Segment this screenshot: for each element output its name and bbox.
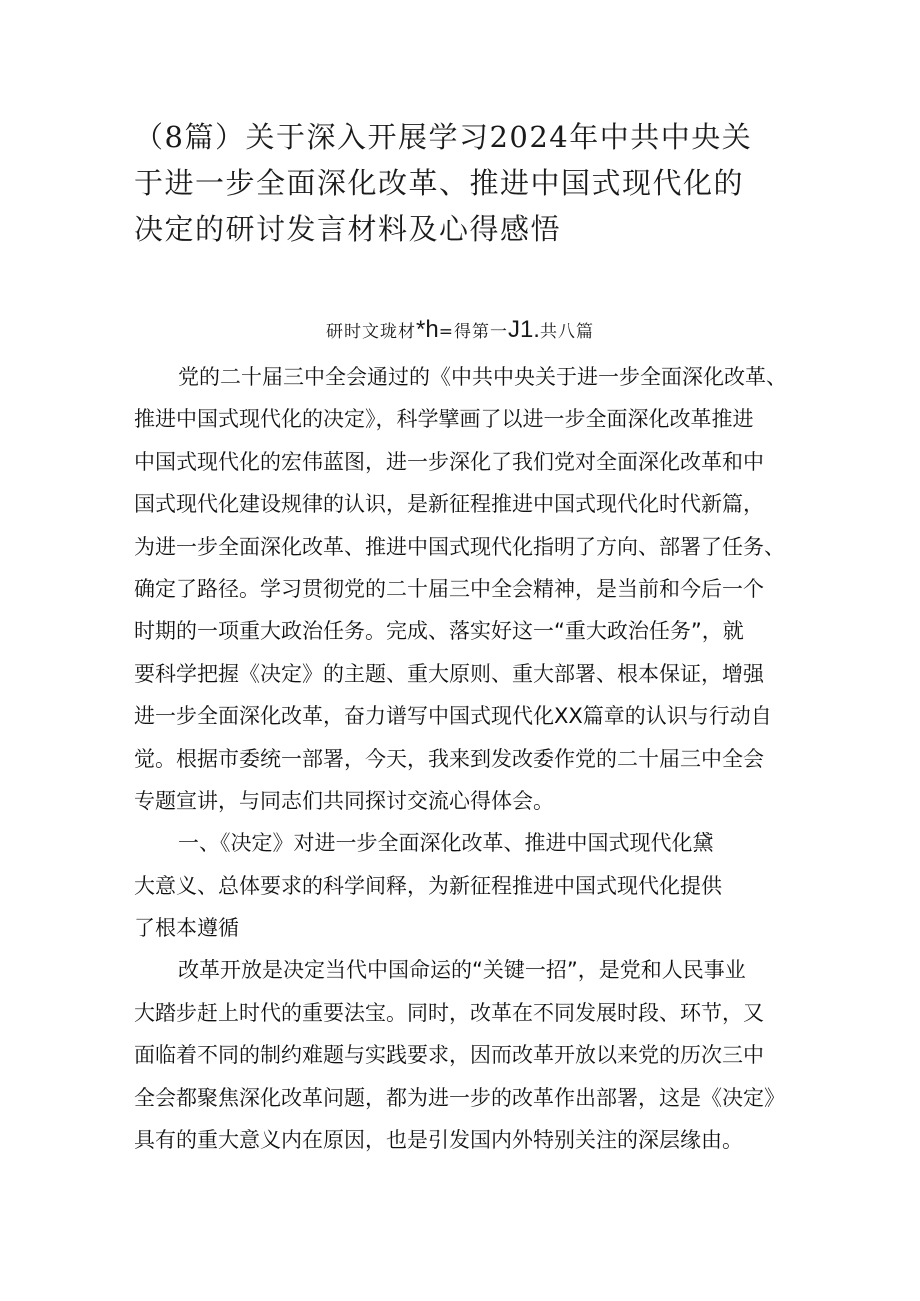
body-line: 面临着不同的制约难题与实践要求，因而改革开放以来党的历次三中 xyxy=(134,1043,764,1068)
body-line: 进一步全面深化改革，奋力谱写中国式现代化XX篇章的认识与行动自 xyxy=(134,704,772,729)
section-heading-line: 大意义、总体要求的科学间释，为新征程推进中国式现代化提供 xyxy=(134,873,722,898)
document-subtitle xyxy=(0,312,920,350)
body-line: 党的二十届三中全会通过的《中共中央关于进一步全面深化改革、 xyxy=(178,365,787,389)
body-line: 为进一步全面深化改革、推进中国式现代化指明了方向、部署了任务、 xyxy=(134,534,785,559)
body-line: 大踏步赶上时代的重要法宝。同时，改革在不同发展时段、环节，又 xyxy=(134,1000,764,1025)
section-heading-line: 一、《决定》对进一步全面深化改革、推进中国式现代化黛 xyxy=(178,831,714,856)
body-line: 时期的一项重大政治任务。完成、落实好这一“重大政治任务”，就 xyxy=(134,619,744,644)
body-line: 确定了路径。学习贯彻党的二十届三中全会精神，是当前和今后一个 xyxy=(134,576,764,601)
document-title xyxy=(134,114,834,252)
body-line: 国式现代化建设规律的认识，是新征程推进中国式现代化时代新篇， xyxy=(134,492,764,517)
body-line: 觉。根据市委统一部署，今天，我来到发改委作党的二十届三中全会 xyxy=(134,746,764,771)
body-line: 推进中国式现代化的决定》，科学擘画了以进一步全面深化改革推进 xyxy=(134,407,754,432)
section-heading-line: 了根本遵循 xyxy=(134,916,239,941)
subtitle-part: J1. xyxy=(507,316,540,343)
subtitle-part: 共八篇 xyxy=(539,322,594,342)
title-line: （8篇）关于深入开展学习2024年中共中央关 xyxy=(134,120,753,154)
subtitle-part: 研时文珑材 xyxy=(326,322,417,342)
body-line: 具有的重大意义内在原因，也是引发国内外特别关注的深层缘由。 xyxy=(134,1128,743,1153)
body-line: 专题宣讲，与同志们共同探讨交流心得体会。 xyxy=(134,788,554,813)
title-line: 决定的研讨发言材料及心得感悟 xyxy=(134,212,562,246)
body-line: 要科学把握《决定》的主题、重大原则、重大部署、根本保证，增强 xyxy=(134,661,764,686)
subtitle-part: *h xyxy=(416,316,439,343)
body-line: 中国式现代化的宏伟蓝图，进一步深化了我们党对全面深化改革和中 xyxy=(134,449,764,474)
document-body xyxy=(134,356,814,1161)
body-line: 改革开放是决定当代中国命运的“关键一招”，是党和人民事业 xyxy=(178,958,746,983)
body-line: 全会都聚焦深化改革问题，都为进一步的改革作出部署，这是《决定》 xyxy=(134,1085,785,1110)
subtitle-part: =得第一 xyxy=(438,322,508,342)
title-line: 于进一步全面深化改革、推进中国式现代化的 xyxy=(134,166,745,200)
